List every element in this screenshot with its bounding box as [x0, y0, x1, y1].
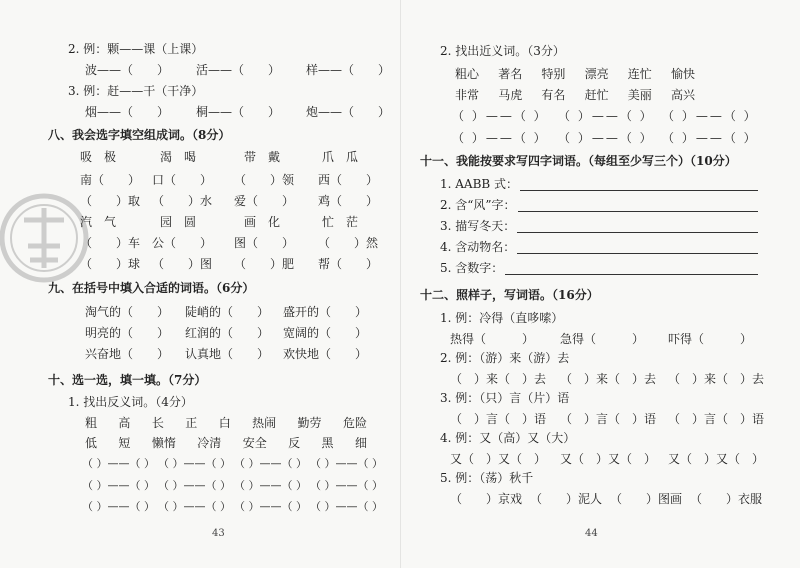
- synonym-title: 2. 找出近义词。（3分）: [440, 44, 565, 58]
- pair-blank: （ ）——（ ）: [234, 500, 307, 513]
- answer-line: [517, 221, 758, 233]
- s8-cell: 鸡（ ）: [318, 194, 379, 208]
- item-label: 5. 含数字：: [440, 261, 504, 275]
- section-9-heading: 九、在括号中填入合适的词语。（6分）: [48, 281, 255, 295]
- antonym-words-top: [85, 416, 367, 430]
- s8-cell: 南（ ）: [80, 173, 141, 187]
- page-fold: [400, 0, 401, 568]
- blank-item: （ ）衣服: [690, 492, 763, 506]
- s8-cell: 爱（ ）: [234, 194, 295, 208]
- example-line: 2. 例：（游）来（游）去: [440, 351, 570, 365]
- s9-cell: 红润的（ ）: [185, 326, 270, 340]
- word: 白: [218, 416, 231, 430]
- s8-cell: 口（ ）: [152, 173, 213, 187]
- synonym-words-bottom: [455, 88, 695, 102]
- word: 高兴: [670, 88, 695, 102]
- synonym-words-top: [455, 67, 695, 81]
- s9-cell: 欢快地（ ）: [283, 347, 368, 361]
- example-line: 4. 例：又（高）又（大）: [440, 431, 576, 445]
- q2-title: 2. 例：颗——课（上课）: [68, 42, 204, 56]
- s9-cell: 盛开的（ ）: [283, 305, 368, 319]
- blank-item: （ ）言（ ）语: [560, 412, 657, 426]
- word: 黑: [321, 436, 334, 450]
- blank-item: （ ）来（ ）去: [560, 372, 657, 386]
- answer-line: [518, 200, 758, 212]
- s8-cell: 帮（ ）: [318, 257, 379, 271]
- word: 勤劳: [297, 416, 322, 430]
- section-10-heading: 十、选一选，填一填。（7分）: [48, 373, 207, 387]
- word: 粗心: [455, 67, 480, 81]
- s8-cell: 带 戴: [244, 150, 281, 164]
- word: 低: [85, 436, 98, 450]
- pair-blank: （ ）——（ ）: [158, 500, 231, 513]
- s8-cell: （ ）图: [152, 257, 213, 271]
- s8-cell: （ ）水: [152, 194, 213, 208]
- answer-line: [505, 263, 758, 275]
- pair-blank: （ ）——（ ）: [234, 457, 307, 470]
- item-label: 4. 含动物名：: [440, 240, 516, 254]
- word: 懒惰: [151, 436, 176, 450]
- s8-cell: （ ）领: [234, 173, 295, 187]
- word: 美丽: [627, 88, 652, 102]
- antonym-title: 1. 找出反义词。（4分）: [68, 395, 193, 409]
- word: 非常: [455, 88, 480, 102]
- s8-cell: 渴 喝: [160, 150, 197, 164]
- pair-blank: （ ）——（ ）: [310, 479, 383, 492]
- word: 愉快: [670, 67, 695, 81]
- s9-cell: 认真地（ ）: [185, 347, 270, 361]
- item-label: 1. AABB 式：: [440, 177, 519, 191]
- pair-blank: （ ）——（ ）: [662, 109, 758, 123]
- s9-cell: 宽阔的（ ）: [283, 326, 368, 340]
- word: 热闹: [252, 416, 277, 430]
- word: 危险: [342, 416, 367, 430]
- blank-item: 又（ ）又（ ）: [450, 452, 547, 466]
- four-char-item: [440, 198, 758, 212]
- s9-cell: 兴奋地（ ）: [85, 347, 170, 361]
- blank-item: （ ）言（ ）语: [668, 412, 765, 426]
- word: 安全: [242, 436, 267, 450]
- blank-item: （ ）京戏: [450, 492, 523, 506]
- q3-title: 3. 例：赶——干（干净）: [68, 84, 204, 98]
- blank-item: （ ）来（ ）去: [668, 372, 765, 386]
- q2-item: 样——（ ）: [306, 63, 391, 77]
- pair-blank: （ ）——（ ）: [158, 457, 231, 470]
- blank-item: 又（ ）又（ ）: [668, 452, 765, 466]
- example-line: 1. 例：冷得（直哆嗦）: [440, 311, 564, 325]
- s9-cell: 明亮的（ ）: [85, 326, 170, 340]
- q3-item: 烟——（ ）: [85, 105, 170, 119]
- s8-cell: （ ）然: [318, 236, 379, 250]
- word: 有名: [541, 88, 566, 102]
- pair-blank: （ ）——（ ）: [158, 479, 231, 492]
- q2-item: 波——（ ）: [85, 63, 170, 77]
- four-char-item: [440, 219, 758, 233]
- pair-blank: （ ）——（ ）: [234, 479, 307, 492]
- page-number-right: 44: [585, 528, 598, 539]
- s8-cell: 图（ ）: [234, 236, 295, 250]
- pair-blank: （ ）——（ ）: [82, 479, 155, 492]
- pair-blank: （ ）——（ ）: [452, 109, 548, 123]
- q3-item: 炮——（ ）: [306, 105, 391, 119]
- page-number-left: 43: [212, 528, 225, 539]
- word: 冷清: [197, 436, 222, 450]
- section-12-heading: 十二、照样子，写词语。（16分）: [420, 288, 599, 302]
- pair-blank: （ ）——（ ）: [82, 457, 155, 470]
- blank-item: 热得（ ）: [450, 332, 535, 346]
- blank-item: （ ）来（ ）去: [450, 372, 547, 386]
- item-label: 3. 描写冬天：: [440, 219, 516, 233]
- four-char-item: [440, 240, 758, 254]
- word: 漂亮: [584, 67, 609, 81]
- blank-item: 吓得（ ）: [668, 332, 753, 346]
- s8-cell: 汽 气: [80, 215, 117, 229]
- example-line: 5. 例：（荡）秋千: [440, 471, 534, 485]
- four-char-item: [440, 177, 758, 191]
- word: 连忙: [627, 67, 652, 81]
- item-label: 2. 含“风”字：: [440, 198, 516, 212]
- word: 短: [118, 436, 131, 450]
- s8-cell: 画 化: [244, 215, 281, 229]
- blank-item: （ ）言（ ）语: [450, 412, 547, 426]
- s8-cell: 西（ ）: [318, 173, 379, 187]
- word: 著名: [498, 67, 523, 81]
- s8-cell: （ ）肥: [234, 257, 295, 271]
- word: 马虎: [498, 88, 523, 102]
- pair-blank: （ ）——（ ）: [310, 457, 383, 470]
- s9-cell: 淘气的（ ）: [85, 305, 170, 319]
- antonym-words-bottom: [85, 436, 367, 450]
- section-8-heading: 八、我会选字填空组成词。（8分）: [48, 128, 231, 142]
- pair-blank: （ ）——（ ）: [558, 131, 654, 145]
- word: 长: [151, 416, 164, 430]
- section-11-heading: 十一、我能按要求写四字词语。（每组至少写三个）（10分）: [420, 154, 737, 168]
- answer-line: [517, 242, 758, 254]
- pair-blank: （ ）——（ ）: [662, 131, 758, 145]
- word: 细: [354, 436, 367, 450]
- word: 高: [118, 416, 131, 430]
- pair-blank: （ ）——（ ）: [558, 109, 654, 123]
- word: 特别: [541, 67, 566, 81]
- blank-item: （ ）泥人: [530, 492, 603, 506]
- q2-item: 活——（ ）: [196, 63, 281, 77]
- word: 反: [288, 436, 301, 450]
- s8-cell: （ ）车: [80, 236, 141, 250]
- four-char-item: [440, 261, 758, 275]
- s8-cell: （ ）取: [80, 194, 141, 208]
- s8-cell: （ ）球: [80, 257, 141, 271]
- blank-item: 又（ ）又（ ）: [560, 452, 657, 466]
- example-line: 3. 例：（只）言（片）语: [440, 391, 570, 405]
- pair-blank: （ ）——（ ）: [452, 131, 548, 145]
- word: 粗: [85, 416, 98, 430]
- s9-cell: 陡峭的（ ）: [185, 305, 270, 319]
- s8-cell: 吸 极: [80, 150, 117, 164]
- word: 正: [185, 416, 198, 430]
- q3-item: 桐——（ ）: [196, 105, 281, 119]
- answer-line: [520, 179, 758, 191]
- pair-blank: （ ）——（ ）: [310, 500, 383, 513]
- pair-blank: （ ）——（ ）: [82, 500, 155, 513]
- s8-cell: 忙 茫: [322, 215, 359, 229]
- word: 赶忙: [584, 88, 609, 102]
- s8-cell: 爪 瓜: [322, 150, 359, 164]
- blank-item: （ ）图画: [610, 492, 683, 506]
- s8-cell: 园 圆: [160, 215, 197, 229]
- s8-cell: 公（ ）: [152, 236, 213, 250]
- blank-item: 急得（ ）: [560, 332, 645, 346]
